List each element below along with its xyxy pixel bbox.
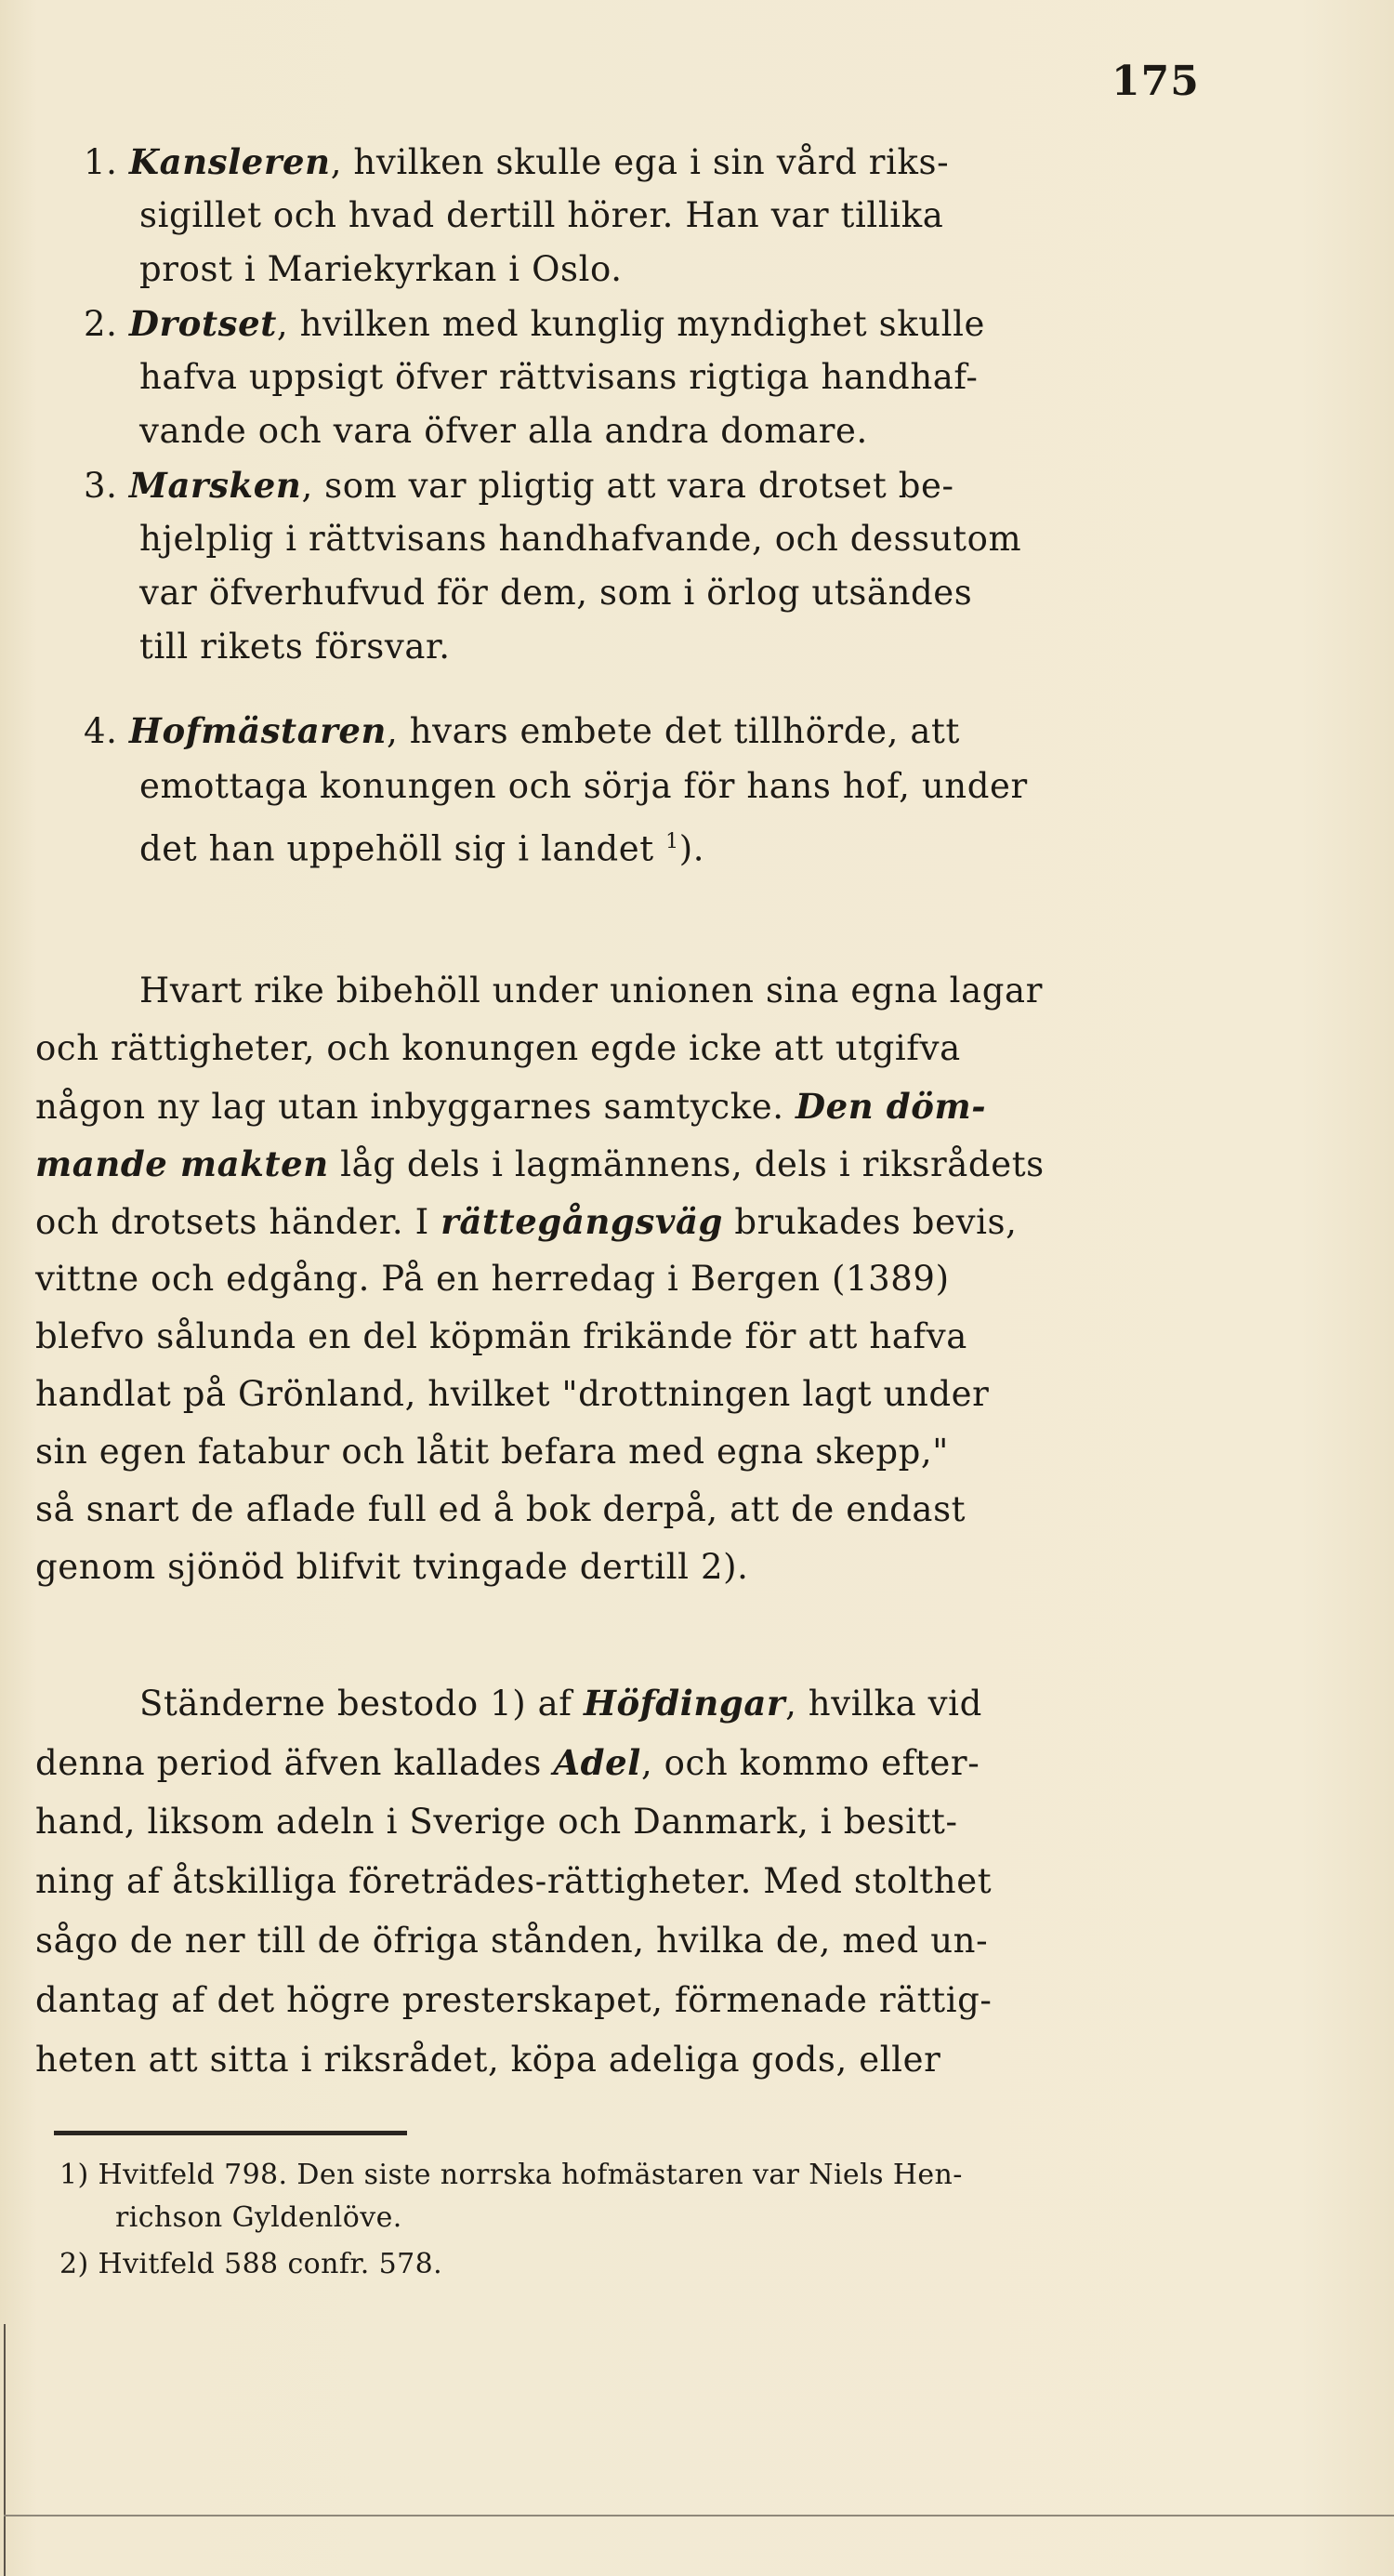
text-line: det han uppehöll sig i landet $^1$). (139, 828, 705, 869)
footnote-1-cont: richson Gyldenlöve. (115, 2201, 402, 2234)
footnote-2: 2) Hvitfeld 588 confr. 578. (59, 2248, 443, 2280)
text-line: sin egen fatabur och låtit befara med egna skepp," (35, 1432, 949, 1472)
text-line: hjelplig i rättvisans handhafvande, och dessutom (139, 519, 1022, 559)
text-line: så snart de aflade full ed å bok derpå, att de endast (35, 1489, 967, 1529)
text-line: var öfverhufvud för dem, som i örlog utsändes (139, 573, 973, 613)
term-den-domande: Den döm- (795, 1086, 987, 1127)
text-line: Ständerne bestodo 1) af Höfdingar, hvilka vid (139, 1683, 982, 1724)
text-line: Hvart rike bibehöll under unionen sina egna lagar (139, 971, 1043, 1011)
term-marsken: Marsken (128, 465, 302, 506)
term-adel: Adel (553, 1742, 641, 1783)
text-line: prost i Mariekyrkan i Oslo. (139, 249, 623, 289)
footnote-separator (54, 2131, 407, 2135)
page-number: 175 (1111, 58, 1200, 105)
term-hofdingar: Höfdingar (583, 1683, 786, 1724)
text-line: heten att sitta i riksrådet, köpa adeliga gods, eller (35, 2040, 941, 2080)
text-line: sigillet och hvad dertill hörer. Han var tillika (139, 195, 944, 235)
text-line: 1. Kansleren, hvilken skulle ega i sin vård riks- (84, 141, 950, 182)
text-line: hand, liksom adeln i Sverige och Danmark, i besitt- (35, 1802, 958, 1842)
scan-edge-line (4, 2324, 6, 2576)
scan-bottom-line (4, 2515, 1394, 2517)
text-line: 2. Drotset, hvilken med kunglig myndighet skulle (84, 303, 986, 344)
text-line: genom sjönöd blifvit tvingade dertill 2). (35, 1547, 749, 1587)
text-line: 3. Marsken, som var pligtig att vara drotset be- (84, 465, 954, 506)
text-line: emottaga konungen och sörja för hans hof, under (139, 766, 1028, 806)
text-line: sågo de ner till de öfriga stånden, hvilka de, med un- (35, 1921, 989, 1961)
term-hofmastaren: Hofmästaren (128, 710, 387, 751)
text-line: dantag af det högre presterskapet, förmenade rättig- (35, 1980, 993, 2020)
term-makten: mande makten (35, 1143, 329, 1184)
footnote-ref-1: 1 (665, 830, 679, 853)
text-line: till rikets försvar. (139, 627, 451, 667)
text-line: någon ny lag utan inbyggarnes samtycke. Den döm- (35, 1086, 987, 1127)
term-drotset: Drotset (128, 303, 277, 344)
text-line: mande makten låg dels i lagmännens, dels i riksrådets (35, 1143, 1045, 1184)
text-line: hafva uppsigt öfver rättvisans rigtiga handhaf- (139, 357, 979, 397)
footnote-1: 1) Hvitfeld 798. Den siste norrska hofmästaren var Niels Hen- (59, 2159, 963, 2191)
text-line: denna period äfven kallades Adel, och kommo efter- (35, 1742, 980, 1783)
term-rattegangsvag: rättegångsväg (441, 1201, 724, 1242)
text-line: handlat på Grönland, hvilket "drottningen lagt under (35, 1374, 990, 1414)
text-line: vittne och edgång. På en herredag i Bergen (1389) (35, 1259, 950, 1299)
text-line: 4. Hofmästaren, hvars embete det tillhörde, att (84, 710, 960, 751)
text-line: och rättigheter, och konungen egde icke att utgifva (35, 1028, 961, 1068)
text-line: blefvo sålunda en del köpmän frikände för att hafva (35, 1316, 967, 1356)
text-line: vande och vara öfver alla andra domare. (139, 411, 868, 451)
term-kansleren: Kansleren (128, 141, 331, 182)
text-line: och drotsets händer. I rättegångsväg brukades bevis, (35, 1201, 1018, 1242)
text-line: ning af åtskilliga företrädes-rättigheter. Med stolthet (35, 1861, 993, 1901)
